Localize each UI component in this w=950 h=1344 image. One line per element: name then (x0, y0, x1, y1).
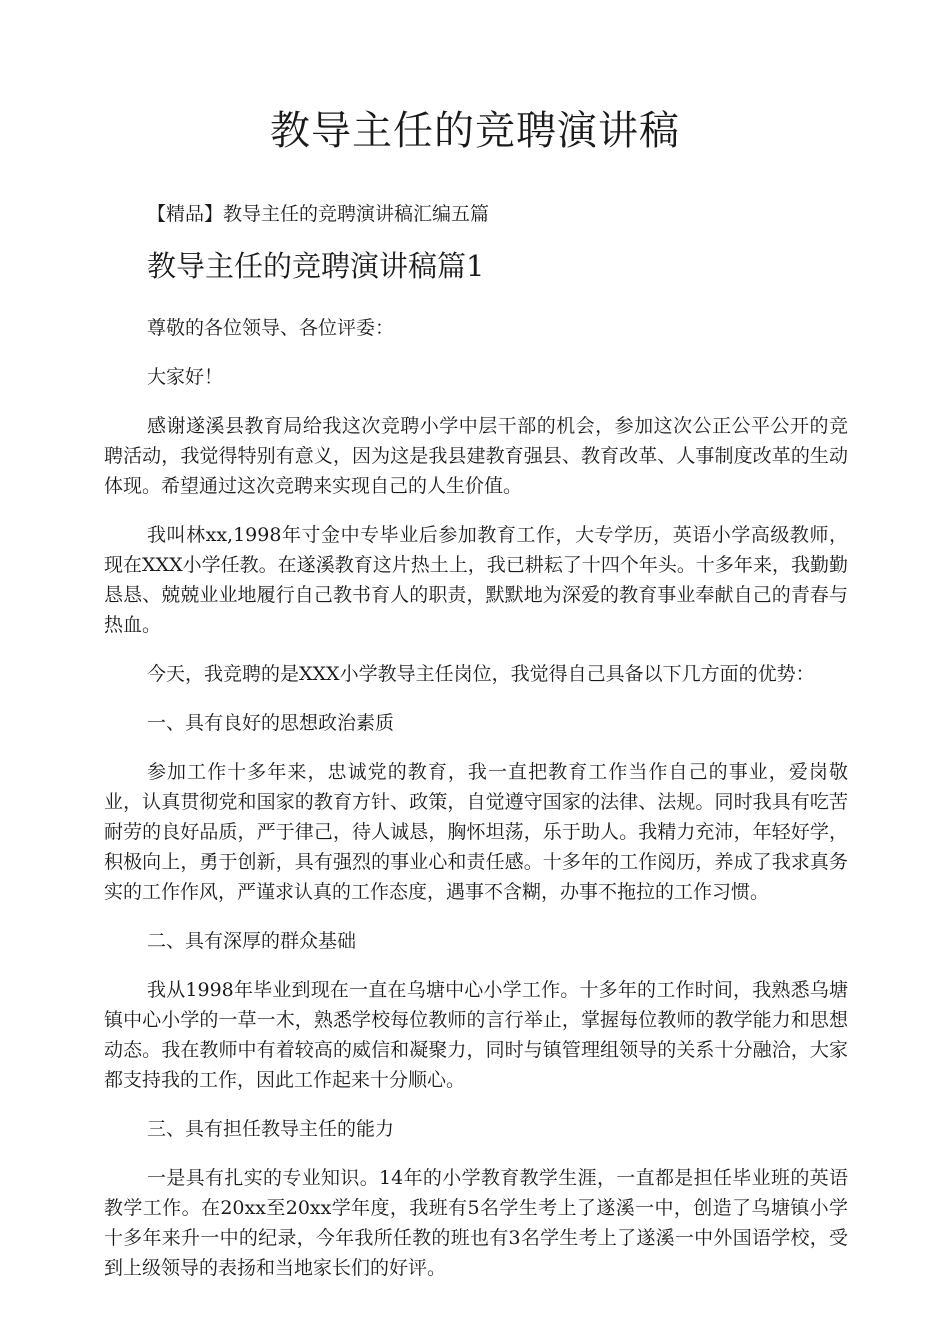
document-subtitle: 【精品】教导主任的竞聘演讲稿汇编五篇 (147, 203, 490, 225)
paragraph: 感谢遂溪县教育局给我这次竞聘小学中层干部的机会，参加这次公正公平公开的竞聘活动，我觉得特别有意义，因为这是我县建教育强县、教育改革、人事制度改革的生动体现。希望通过这次竞聘来实现自己的人生价值。 (104, 415, 848, 497)
paragraph: 我从1998年毕业到现在一直在乌塘中心小学工作。十多年的工作时间，我熟悉乌塘镇中心小学的一草一木，熟悉学校每位教师的言行举止，掌握每位教师的教学能力和思想动态。我在教师中有着较高的威信和凝聚力，同时与镇管理组领导的关系十分融洽，大家都支持我的工作，因此工作起来十分顺心。 (104, 979, 848, 1091)
paragraph: 我叫林xx,1998年寸金中专毕业后参加教育工作，大专学历，英语小学高级教师，现在XXX小学任教。在遂溪教育这片热土上，我已耕耘了十四个年头。十多年来，我勤勤恳恳、兢兢业业地履行自己教书育人的职责，默默地为深爱的教育事业奉献自己的青春与热血。 (104, 524, 848, 636)
paragraph: 参加工作十多年来，忠诚党的教育，我一直把教育工作当作自己的事业，爱岗敬业，认真贯彻党和国家的教育方针、政策，自觉遵守国家的法律、法规。同时我具有吃苦耐劳的良好品质，严于律己，待人诚恳，胸怀坦荡，乐于助人。我精力充沛，年轻好学，积极向上，勇于创新，具有强烈的事业心和责任感。十多年的工作阅历，养成了我求真务实的工作作风，严谨求认真的工作态度，遇事不含糊，办事不拖拉的工作习惯。 (104, 761, 848, 903)
section-heading: 教导主任的竞聘演讲稿篇1 (147, 249, 485, 283)
document-body (104, 313, 848, 1302)
greeting: 大家好！ (147, 366, 224, 388)
point-heading: 一、具有良好的思想政治素质 (147, 712, 395, 734)
paragraph: 今天，我竞聘的是XXX小学教导主任岗位，我觉得自己具备以下几方面的优势： (147, 663, 815, 685)
document-title: 教导主任的竞聘演讲稿 (270, 108, 680, 154)
paragraph: 一是具有扎实的专业知识。14年的小学教育教学生涯，一直都是担任毕业班的英语教学工作。在20xx至20xx学年度，我班有5名学生考上了遂溪一中，创造了乌塘镇小学十多年来升一中的纪录，今年我所任教的班也有3名学生考上了遂溪一中外国语学校，受到上级领导的表扬和当地家长们的好评。 (104, 1167, 848, 1279)
point-heading: 三、具有担任教导主任的能力 (147, 1118, 395, 1140)
salutation: 尊敬的各位领导、各位评委： (147, 317, 395, 339)
point-heading: 二、具有深厚的群众基础 (147, 930, 357, 952)
